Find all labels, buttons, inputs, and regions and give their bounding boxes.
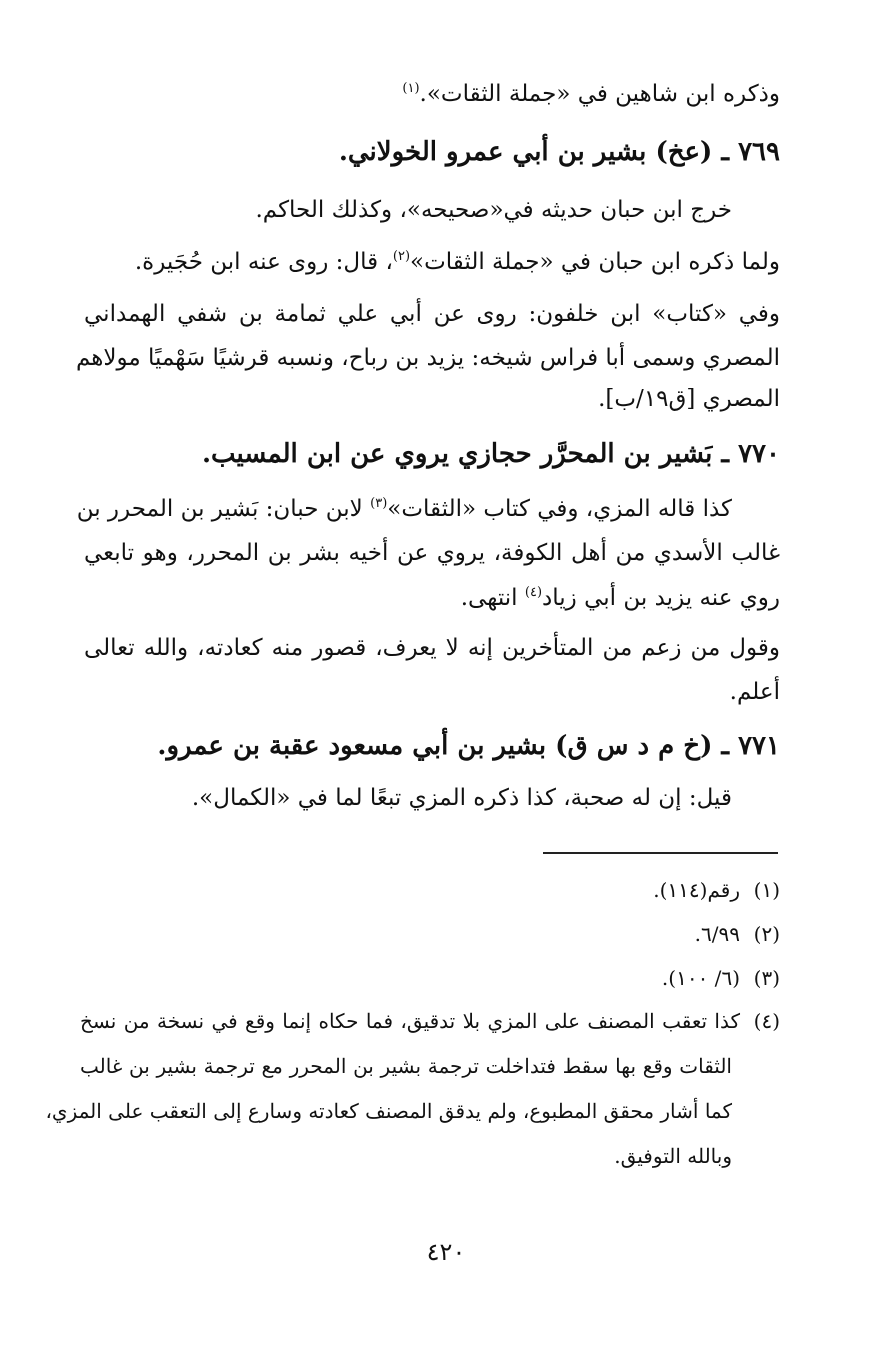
footnote-ref: (٣) bbox=[370, 496, 388, 511]
page-number: ٤٢٠ bbox=[426, 1238, 466, 1266]
entry-heading-771: ٧٧١ ـ (خ م د س ق) بشير بن أبي مسعود عقبة بن عمرو. bbox=[157, 731, 780, 761]
text-line: أعلم. bbox=[729, 679, 780, 705]
text-line: وقول من زعم من المتأخرين إنه لا يعرف، قصور منه كعادته، والله تعالى bbox=[84, 635, 780, 661]
entry-heading-770: ٧٧٠ ـ بَشير بن المحرَّر حجازي يروي عن ابن المسيب. bbox=[201, 439, 780, 469]
entry-heading-769: ٧٦٩ ـ (عخ) بشير بن أبي عمرو الخولاني. bbox=[338, 137, 780, 167]
text-line: كذا قاله المزي، وفي كتاب «الثقات»$^{(٣)}$ لابن حبان: بَشير بن المحرر بن bbox=[76, 496, 732, 522]
text-line: وفي «كتاب» ابن خلفون: روى عن أبي علي ثمامة بن شفي الهمداني bbox=[84, 301, 780, 327]
footnote-3: (٣)(٦/ ١٠٠). bbox=[80, 962, 780, 994]
footnote-number: (٢) bbox=[753, 922, 780, 946]
text-line: غالب الأسدي من أهل الكوفة، يروي عن أخيه بشر بن المحرر، وهو تابعي bbox=[84, 540, 780, 566]
footnote-ref: (١) bbox=[402, 81, 420, 96]
footnote-number: (٤) bbox=[753, 1009, 780, 1033]
footnote-ref: (٤) bbox=[524, 585, 543, 600]
footnote-4-line: كما أشار محقق المطبوع، ولم يدقق المصنف كعادته وسارع إلى التعقب على المزي، bbox=[45, 1099, 732, 1123]
footnote-number: (٣) bbox=[753, 966, 780, 990]
text-line: قيل: إن له صحبة، كذا ذكره المزي تبعًا لما في «الكمال». bbox=[191, 785, 732, 811]
footnote-ref: (٢) bbox=[392, 249, 411, 264]
footnote-2: (٢)٦/٩٩. bbox=[80, 918, 780, 950]
footnote-separator bbox=[543, 852, 778, 854]
footnote-1: (١)رقم(١١٤). bbox=[80, 874, 780, 906]
text-line: وذكره ابن شاهين في «جملة الثقات».$^{(١)}$ bbox=[402, 81, 780, 107]
text-line: ولما ذكره ابن حبان في «جملة الثقات»$^{(٢)}$، قال: روى عنه ابن حُجَيرة. bbox=[134, 249, 780, 275]
text-line: روي عنه يزيد بن أبي زياد$^{(٤)}$ انتهى. bbox=[460, 585, 780, 611]
footnote-4: (٤)كذا تعقب المصنف على المزي بلا تدقيق، فما حكاه إنما وقع في نسخة من نسخ bbox=[80, 1005, 780, 1037]
footnote-4-line: الثقات وقع بها سقط فتداخلت ترجمة بشير بن المحرر مع ترجمة بشير بن غالب bbox=[80, 1054, 732, 1078]
footnote-number: (١) bbox=[753, 878, 780, 902]
footnote-4-line: وبالله التوفيق. bbox=[614, 1144, 732, 1168]
text-line: خرج ابن حبان حديثه في«صحيحه»، وكذلك الحاكم. bbox=[255, 197, 732, 223]
text-line: المصري [ق١٩/ب]. bbox=[598, 386, 780, 412]
text-line: المصري وسمى أبا فراس شيخه: يزيد بن رباح، ونسبه قرشيًا سَهْميًا مولاهم bbox=[75, 345, 780, 371]
